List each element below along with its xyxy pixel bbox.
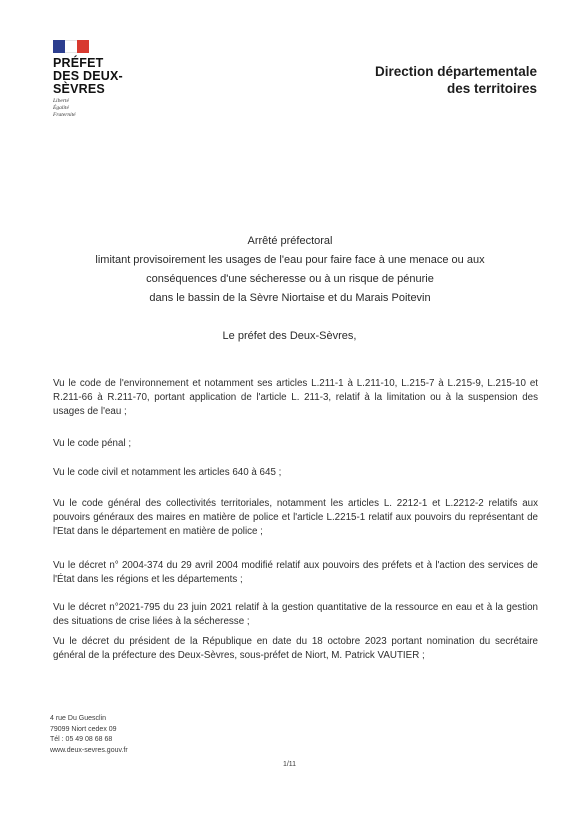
direction-line2: des territoires: [446, 81, 537, 96]
considerant-code-penal: Vu le code pénal ;: [53, 438, 132, 449]
title-line1: Arrêté préfectoral: [247, 235, 333, 247]
org-name-line2: DES DEUX-SÈVRES: [53, 69, 123, 96]
considerant-decret-nomination: Vu le décret du président de la République en date du 18 octobre 2023 portant nomination du secrétaire général de la préfecture des Deux-Sèvres, sous-préfet de Niort, M. Patrick VAUTIER ;: [53, 636, 538, 661]
title-line3: conséquences d'une sécheresse ou à un risque de pénurie: [146, 273, 434, 285]
motto-egalite: Égalité: [53, 105, 69, 111]
footer-street: 4 rue Du Guesclin: [50, 715, 107, 722]
footer-website: www.deux-sevres.gouv.fr: [50, 746, 128, 754]
considerant-cgct: Vu le code général des collectivités territoriales, notamment les articles L. 2212-1 et L.2212-2 relatifs aux pouvoirs généraux des maires en matière de police et l'article L.2215-1 relatif aux pouvoirs du représentant de l'Etat dans le département en matière de police ;: [53, 498, 538, 537]
prefet-heading: Le préfet des Deux-Sèvres,: [222, 330, 357, 342]
considerant-decret-2004: Vu le décret n° 2004-374 du 29 avril 2004 modifié relatif aux pouvoirs des préfets et à l'action des services de l'État dans les régions et les départements ;: [53, 560, 538, 585]
marianne-flag-icon: [53, 40, 89, 53]
org-name-line1: PRÉFET: [53, 56, 104, 70]
page-number: 1/11: [282, 761, 297, 768]
footer-address-block: [50, 714, 128, 756]
motto-fraternite: Fraternité: [53, 112, 76, 118]
prefecture-logo: [53, 40, 173, 119]
document-title: [40, 232, 540, 308]
footer-phone: Tél : 05 49 08 68 68: [50, 736, 113, 743]
considerant-decret-2021: Vu le décret n°2021-795 du 23 juin 2021 relatif à la gestion quantitative de la ressource en eau et à la gestion des situations de crise liées à la sécheresse ;: [53, 602, 538, 627]
title-line2: limitant provisoirement les usages de l'eau pour faire face à une menace ou aux: [95, 254, 485, 266]
considerant-code-civil: Vu le code civil et notamment les articles 640 à 645 ;: [53, 467, 282, 478]
footer-city: 79099 Niort cedex 09: [50, 725, 117, 733]
motto-liberte: Liberté: [53, 98, 69, 104]
direction-line1: Direction départementale: [374, 64, 537, 79]
considerant-code-environnement: Vu le code de l'environnement et notamment ses articles L.211-1 à L.211-10, L.215-7 à L.215-9, L.215-10 et R.211-66 à R.211-70, portant application de l'article L. 211-3, relatif à la limitation ou à la suspension des usages de l'eau ;: [53, 378, 538, 417]
title-line4: dans le bassin de la Sèvre Niortaise et du Marais Poitevin: [149, 292, 431, 304]
republic-motto: [53, 98, 173, 119]
issuing-direction: [375, 63, 537, 97]
